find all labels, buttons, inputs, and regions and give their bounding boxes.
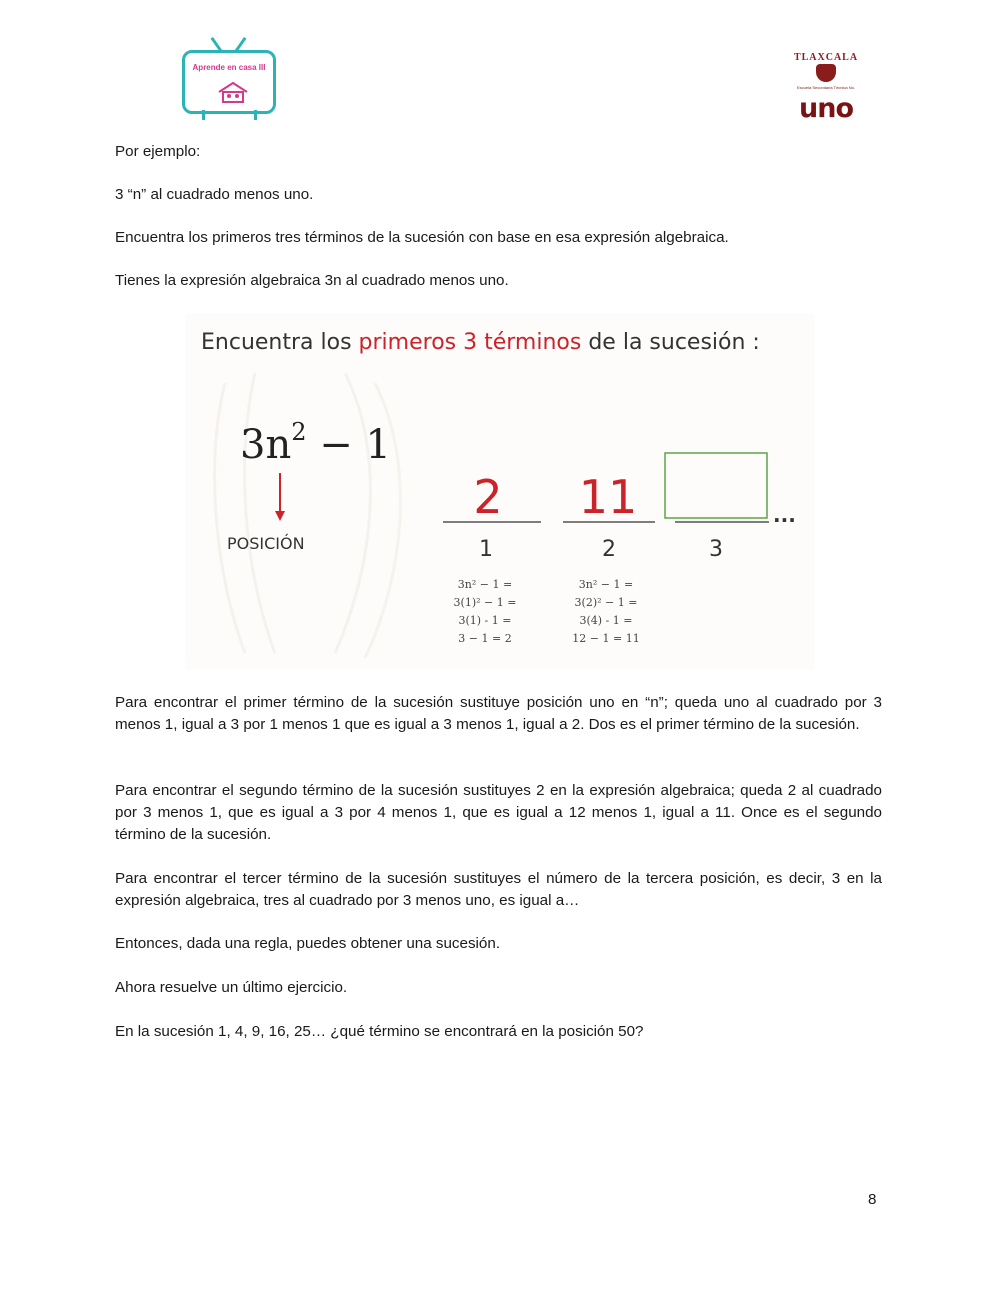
- school-logo-state: TLAXCALA: [793, 52, 859, 63]
- expression-exponent: 2: [291, 418, 307, 446]
- paragraph: Para encontrar el tercer término de la sucesión sustituyes el número de la tercera posición, es decir, 3 en la expresión algebraica, tres al cuadrado por 3 menos uno, es igual a…: [115, 870, 882, 909]
- calc-step: 3n² − 1 =: [457, 578, 513, 591]
- paragraph: Ahora resuelve un último ejercicio.: [115, 979, 348, 996]
- term-value: 2: [473, 470, 503, 524]
- figure-title-highlight: primeros 3 términos: [358, 330, 582, 355]
- algebraic-expression: [240, 418, 391, 468]
- sequence-ellipsis: ...: [773, 503, 796, 527]
- paragraph: En la sucesión 1, 4, 9, 16, 25… ¿qué término se encontrará en la posición 50?: [115, 1023, 644, 1040]
- figure-title-part: de la sucesión :: [581, 330, 760, 355]
- calc-step: 3 − 1 = 2: [458, 632, 512, 645]
- aprende-en-casa-logo: [178, 36, 284, 122]
- school-logo: [788, 52, 864, 124]
- figure-title: [201, 330, 760, 355]
- paragraph: Por ejemplo:: [115, 143, 201, 160]
- paragraph: Entonces, dada una regla, puedes obtener una sucesión.: [115, 935, 501, 952]
- tv-leg-right: [254, 110, 257, 120]
- sequence-figure-svg: [185, 313, 815, 670]
- tv-screen: [182, 50, 276, 114]
- calc-step: 3(4) - 1 =: [579, 614, 633, 627]
- term-value: 11: [578, 470, 638, 524]
- paragraph: Tienes la expresión algebraica 3n al cuadrado menos uno.: [115, 272, 509, 289]
- calc-step: 3(2)² − 1 =: [574, 596, 638, 609]
- school-emblem-icon: [816, 64, 836, 82]
- paragraph: Para encontrar el primer término de la sucesión sustituye posición uno en “n”; queda uno al cuadrado por 3 menos 1, igual a 3 por 1 menos 1 que es igual a 3 menos 1, igual a 2. Dos es el primer término de la sucesión.: [115, 694, 882, 733]
- watermark-graphic: [215, 373, 401, 658]
- posicion-label: POSICIÓN: [227, 534, 305, 553]
- calc-step: 3(1)² − 1 =: [453, 596, 517, 609]
- term-position: 1: [479, 537, 493, 562]
- calc-step: 3(1) - 1 =: [458, 614, 512, 627]
- expression-base: 3n: [240, 422, 292, 468]
- sequence-figure: [185, 313, 815, 670]
- page-number: 8: [868, 1191, 877, 1208]
- term-position: 2: [602, 537, 616, 562]
- term-position: 3: [709, 537, 723, 562]
- figure-title-part: Encuentra los: [201, 330, 359, 355]
- calc-step: 12 − 1 = 11: [572, 632, 640, 645]
- arrow-down-icon: [275, 511, 285, 521]
- school-logo-name: uno: [799, 93, 853, 124]
- tv-leg-left: [202, 110, 205, 120]
- paragraph: 3 “n” al cuadrado menos uno.: [115, 186, 314, 203]
- paragraph: Encuentra los primeros tres términos de la sucesión con base en esa expresión algebraica.: [115, 229, 729, 246]
- paragraph: Para encontrar el segundo término de la sucesión sustituyes 2 en la expresión algebraica; queda 2 al cuadrado por 3 menos 1, que es igual a 3 por 4 menos 1, que es igual a 12 menos 1, igual a 11. Once es el segundo término de la sucesión.: [115, 782, 882, 843]
- tv-logo-text: Aprende en casa III: [192, 63, 266, 72]
- expression-tail: − 1: [306, 422, 391, 468]
- school-logo-subtitle: Escuela Secundaria Técnica No.: [797, 85, 855, 90]
- calc-step: 3n² − 1 =: [578, 578, 634, 591]
- house-icon: [217, 81, 249, 103]
- missing-term-box: [665, 453, 767, 518]
